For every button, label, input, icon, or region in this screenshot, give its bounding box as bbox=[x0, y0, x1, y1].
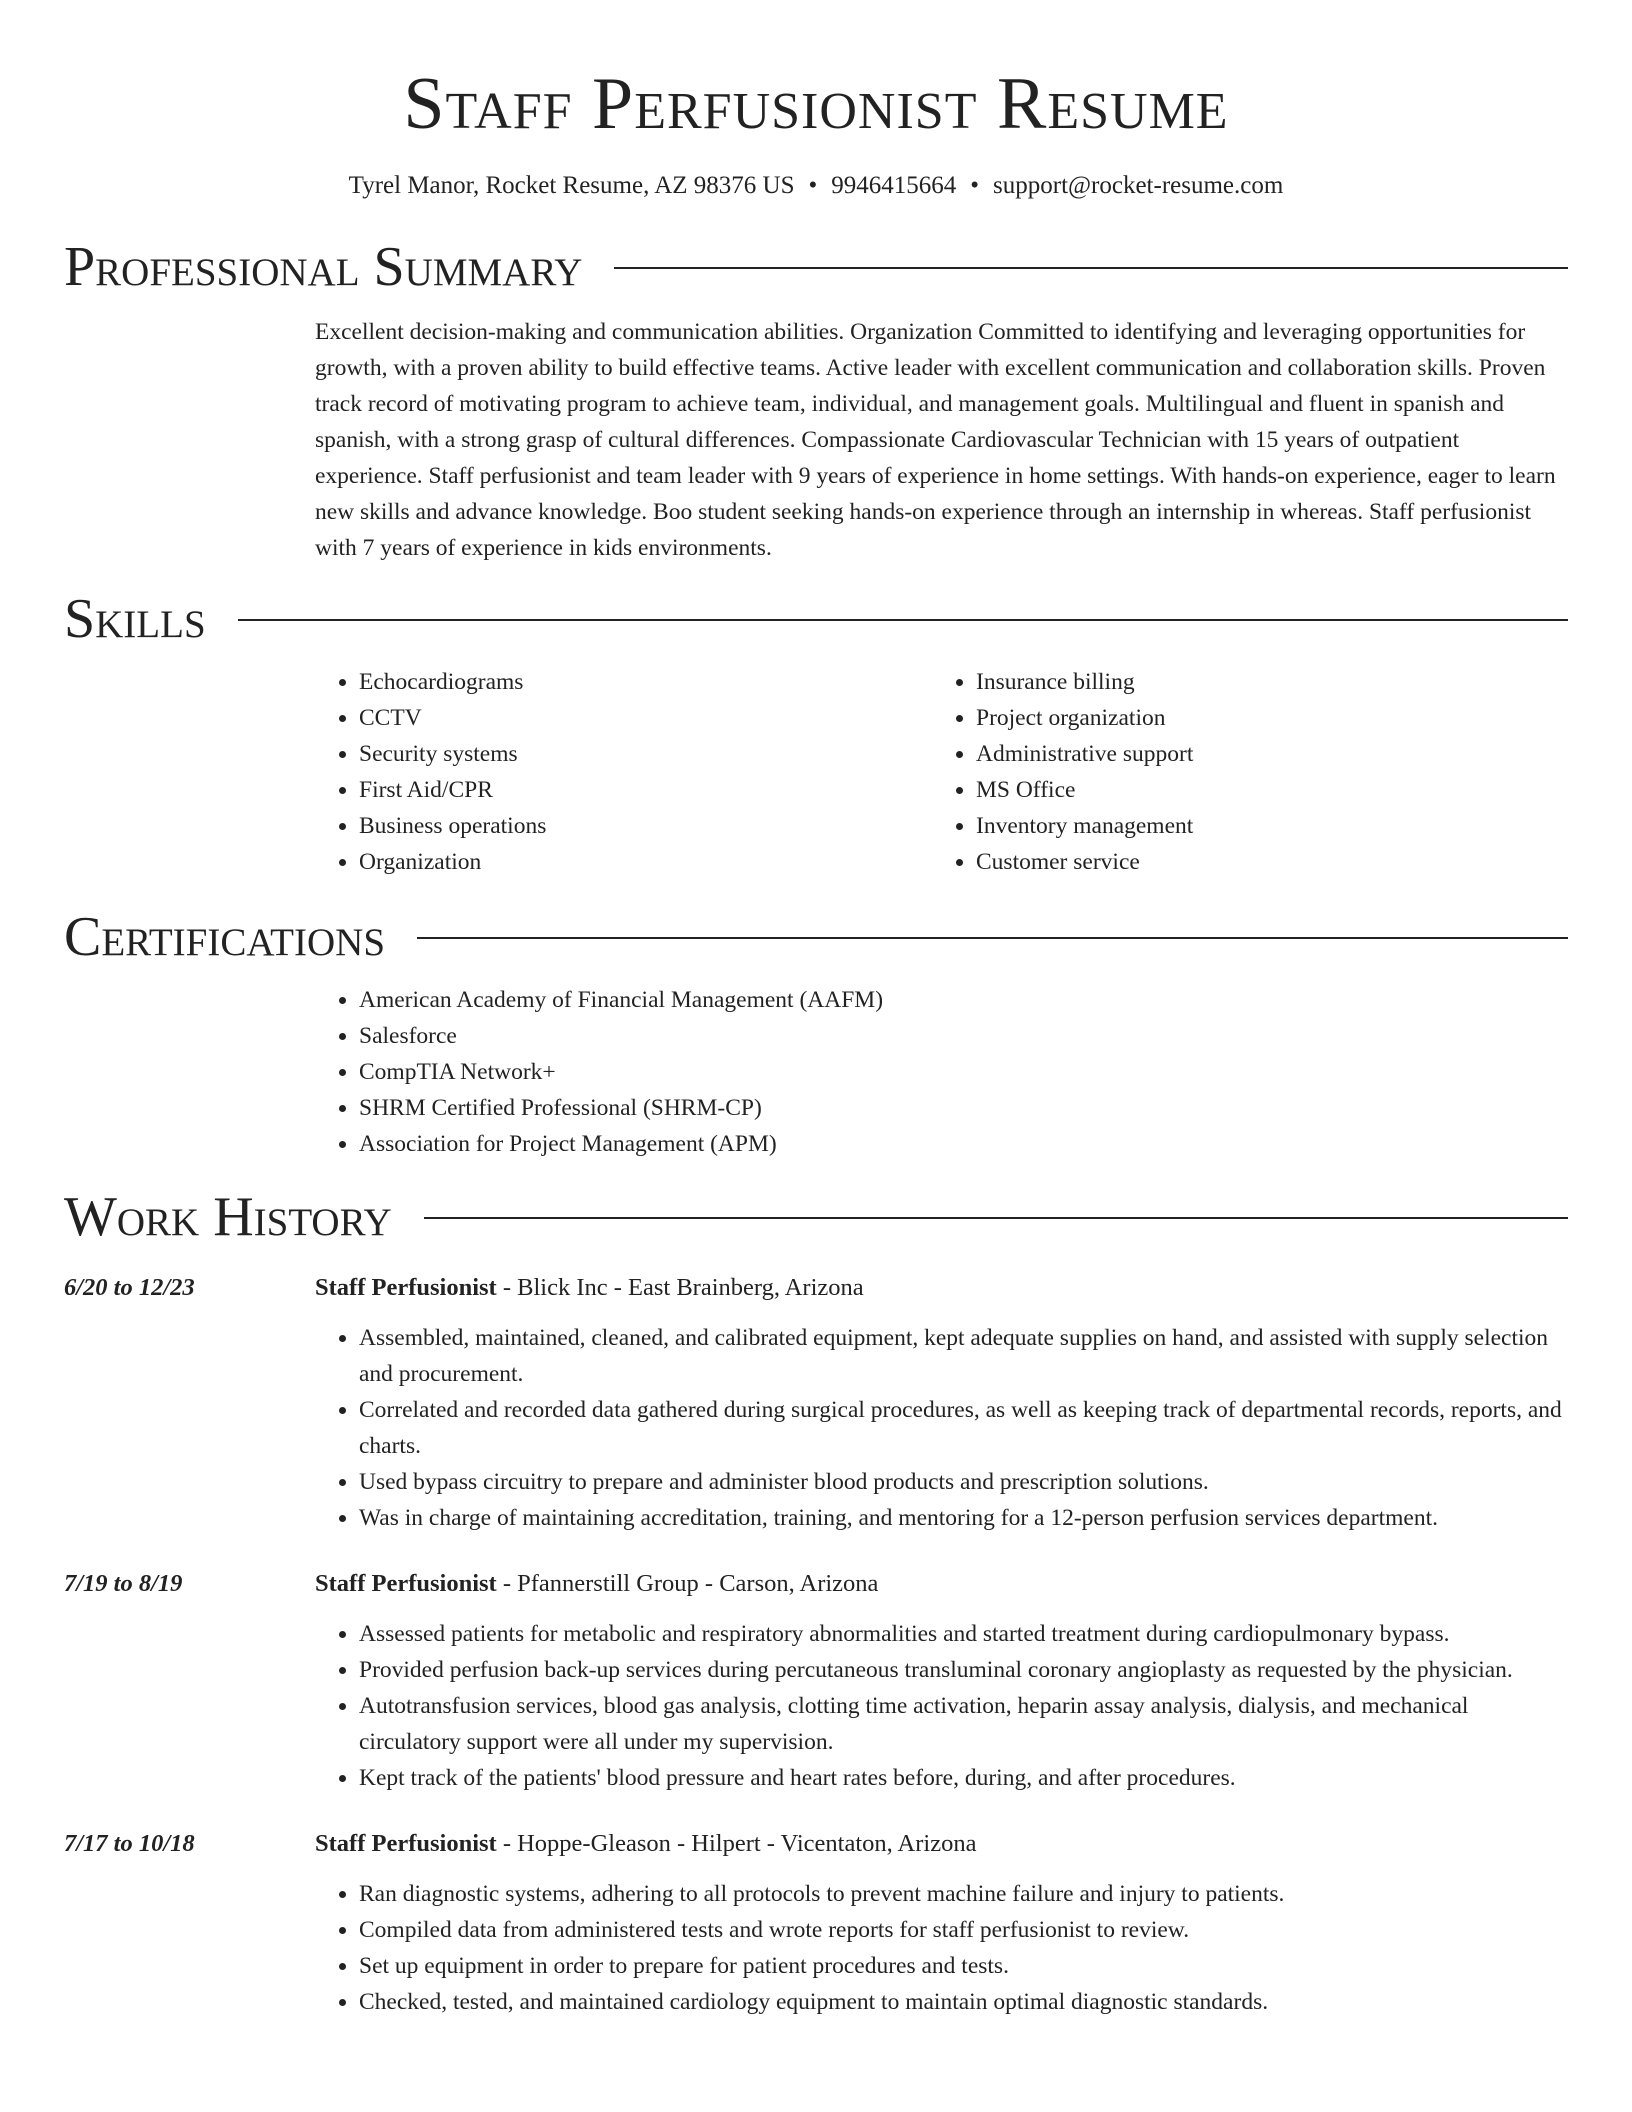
job-bullet: • Kept track of the patients' blood pressure and heart rates before, during, and after procedures. bbox=[359, 1760, 1568, 1796]
job-entry bbox=[64, 1566, 1568, 1796]
summary-text: Excellent decision-making and communication abilities. Organization Committed to identifying and leveraging opportunities for growth, with a proven ability to build effective teams. Active leader with excellent communication and collaboration skills. Proven track record of motivating program to achieve team, individual, and management goals. Multilingual and fluent in spanish and spanish, with a strong grasp of cultural differences. Compassionate Cardiovascular Technician with 15 years of outpatient experience. Staff perfusionist and team leader with 9 years of experience in home settings. With hands-on experience, eager to learn new skills and advance knowledge. Boo student seeking hands-on experience through an internship in whereas. Staff perfusionist with 7 years of experience in kids environments. bbox=[315, 319, 1556, 561]
certifications-section bbox=[64, 906, 1568, 1162]
work-history-section bbox=[64, 1186, 1568, 2020]
job-title: Staff Perfusionist bbox=[315, 1274, 497, 1301]
job-bullet: • Ran diagnostic systems, adhering to all protocols to prevent machine failure and injury to patients. bbox=[359, 1876, 1568, 1912]
section-rule bbox=[238, 619, 1568, 621]
job-bullet: • Set up equipment in order to prepare for patient procedures and tests. bbox=[359, 1948, 1568, 1984]
job-entry bbox=[64, 1826, 1568, 2020]
job-entry bbox=[64, 1270, 1568, 1536]
contact-line bbox=[64, 170, 1568, 202]
resume-title: Staff Perfusionist Resume bbox=[403, 63, 1229, 145]
certification-item: • American Academy of Financial Management (AAFM) bbox=[359, 982, 1568, 1018]
job-bullet: • Assembled, maintained, cleaned, and calibrated equipment, kept adequate supplies on hand, and assisted with supply selection and procurement. bbox=[359, 1320, 1568, 1392]
job-bullet: • Provided perfusion back-up services during percutaneous transluminal coronary angioplasty as requested by the physician. bbox=[359, 1652, 1568, 1688]
job-dates: 7/17 to 10/18 bbox=[64, 1830, 195, 1857]
certifications-header bbox=[64, 906, 1568, 968]
job-details: - Hoppe-Gleason - Hilpert - Vicentaton, Arizona bbox=[496, 1830, 977, 1857]
skill-item: • CCTV bbox=[359, 700, 932, 736]
job-heading bbox=[315, 1566, 878, 1602]
summary-heading: Professional Summary bbox=[64, 236, 583, 298]
skill-item: • Security systems bbox=[359, 736, 932, 772]
contact-separator: • bbox=[970, 172, 980, 199]
skill-item: • Echocardiograms bbox=[359, 664, 932, 700]
job-title: Staff Perfusionist bbox=[315, 1830, 497, 1857]
job-bullet-list bbox=[315, 1876, 1568, 2020]
job-details: - Blick Inc - East Brainberg, Arizona bbox=[496, 1274, 864, 1301]
job-bullet: • Checked, tested, and maintained cardiology equipment to maintain optimal diagnostic standards. bbox=[359, 1984, 1568, 2020]
job-bullet: • Compiled data from administered tests and wrote reports for staff perfusionist to review. bbox=[359, 1912, 1568, 1948]
skills-header bbox=[64, 588, 1568, 650]
skill-item: • Customer service bbox=[976, 844, 1549, 880]
job-bullet: • Was in charge of maintaining accreditation, training, and mentoring for a 12-person perfusion services department. bbox=[359, 1500, 1568, 1536]
job-bullet: • Used bypass circuitry to prepare and administer blood products and prescription solutions. bbox=[359, 1464, 1568, 1500]
job-heading bbox=[315, 1826, 976, 1862]
job-title: Staff Perfusionist bbox=[315, 1570, 497, 1597]
skills-list-left bbox=[315, 664, 932, 880]
skill-item: • First Aid/CPR bbox=[359, 772, 932, 808]
certification-item: • CompTIA Network+ bbox=[359, 1054, 1568, 1090]
job-bullet: • Autotransfusion services, blood gas analysis, clotting time activation, heparin assay analysis, dialysis, and mechanical circulatory support were all under my supervision. bbox=[359, 1688, 1568, 1760]
skill-item: • Organization bbox=[359, 844, 932, 880]
contact-phone: 9946415664 bbox=[831, 172, 957, 199]
job-bullet-list bbox=[315, 1320, 1568, 1536]
certifications-list bbox=[315, 982, 1568, 1162]
contact-address: Tyrel Manor, Rocket Resume, AZ 98376 US bbox=[348, 172, 795, 199]
skills-section bbox=[64, 588, 1568, 880]
contact-separator: • bbox=[808, 172, 818, 199]
skills-list-right bbox=[932, 664, 1549, 880]
resume-page bbox=[64, 0, 1568, 2020]
work-history-heading: Work History bbox=[64, 1186, 392, 1248]
job-bullet-list bbox=[315, 1616, 1568, 1796]
job-dates: 6/20 to 12/23 bbox=[64, 1274, 195, 1301]
work-history-header bbox=[64, 1186, 1568, 1248]
job-details: - Pfannerstill Group - Carson, Arizona bbox=[496, 1570, 879, 1597]
section-rule bbox=[417, 937, 1568, 939]
skill-item: • Inventory management bbox=[976, 808, 1549, 844]
skill-item: • MS Office bbox=[976, 772, 1549, 808]
job-bullet: • Assessed patients for metabolic and respiratory abnormalities and started treatment during cardiopulmonary bypass. bbox=[359, 1616, 1568, 1652]
certifications-heading: Certifications bbox=[64, 906, 386, 968]
certification-item: • SHRM Certified Professional (SHRM-CP) bbox=[359, 1090, 1568, 1126]
job-dates: 7/19 to 8/19 bbox=[64, 1570, 183, 1597]
summary-header bbox=[64, 236, 1568, 298]
contact-email: support@rocket-resume.com bbox=[993, 172, 1284, 199]
skill-item: • Insurance billing bbox=[976, 664, 1549, 700]
section-rule bbox=[614, 267, 1568, 269]
skill-item: • Business operations bbox=[359, 808, 932, 844]
skill-item: • Administrative support bbox=[976, 736, 1549, 772]
certification-item: • Salesforce bbox=[359, 1018, 1568, 1054]
section-rule bbox=[424, 1217, 1568, 1219]
skills-grid bbox=[315, 650, 1568, 880]
job-bullet: • Correlated and recorded data gathered during surgical procedures, as well as keeping track of departmental records, reports, and charts. bbox=[359, 1392, 1568, 1464]
job-heading bbox=[315, 1270, 864, 1306]
skill-item: • Project organization bbox=[976, 700, 1549, 736]
skills-heading: Skills bbox=[64, 588, 206, 650]
summary-section bbox=[64, 236, 1568, 566]
certification-item: • Association for Project Management (APM) bbox=[359, 1126, 1568, 1162]
